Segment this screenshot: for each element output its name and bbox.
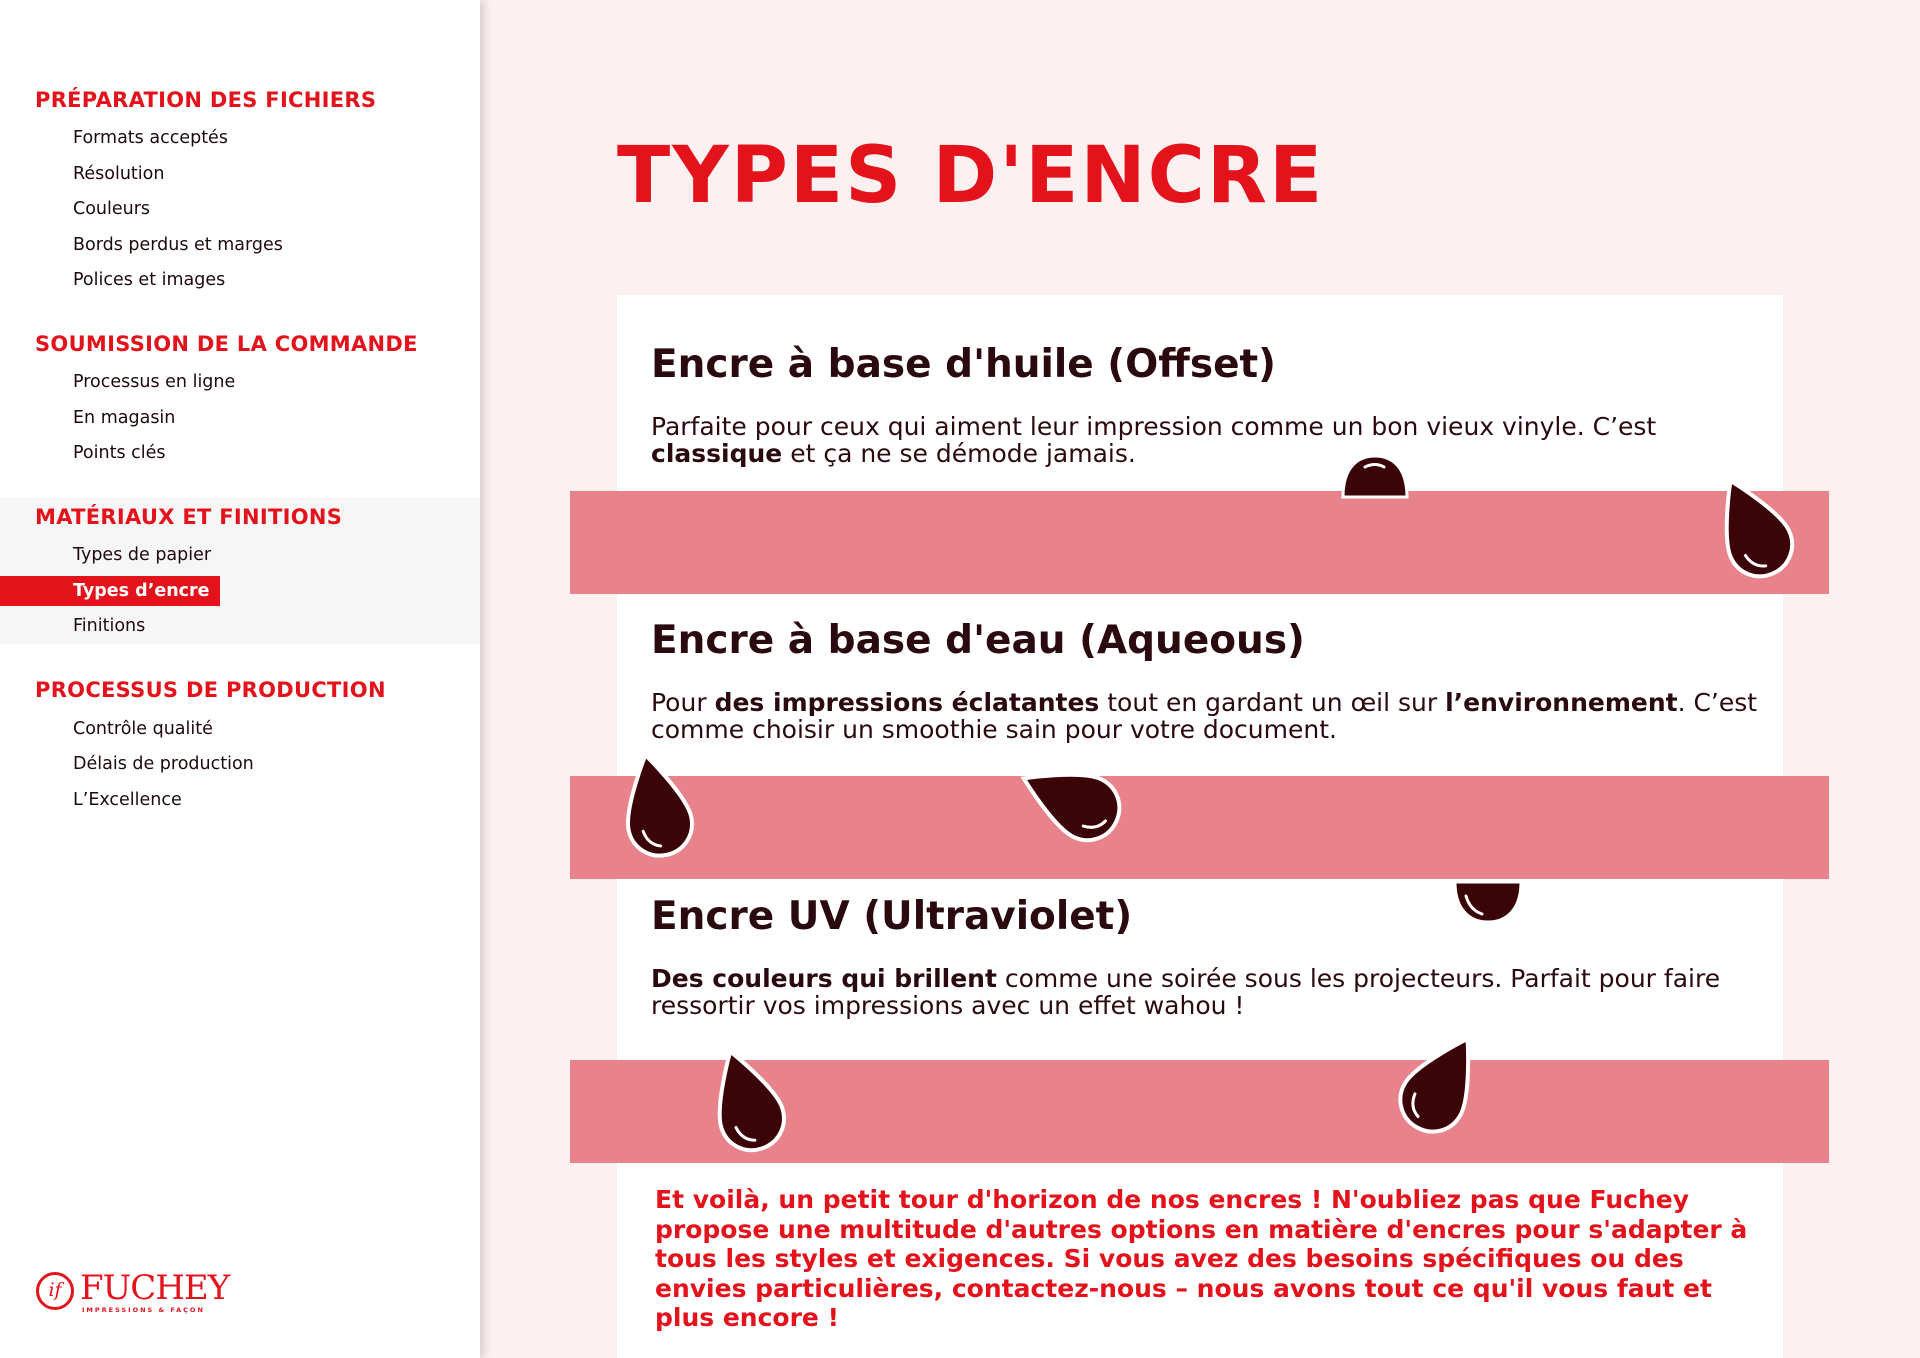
nav-item-polices-images[interactable]: Polices et images xyxy=(73,270,226,290)
desc-emphasis: classique xyxy=(651,439,783,468)
desc-text: . C’est comme choisir un smoothie sain pour votre document. xyxy=(651,688,1758,744)
nav-heading-preparation[interactable]: PRÉPARATION DES FICHIERS xyxy=(35,88,377,112)
nav-item-formats[interactable]: Formats acceptés xyxy=(73,128,228,148)
ink-desc-aqueous xyxy=(651,689,1761,743)
nav-item-bords-perdus[interactable]: Bords perdus et marges xyxy=(73,235,283,255)
desc-text: comme une soirée sous les projecteurs. Parfait pour faire ressortir vos impressions avec un effet wahou ! xyxy=(651,964,1721,1020)
ink-drop-icon xyxy=(1340,452,1410,498)
logo-mark: if xyxy=(36,1272,74,1310)
page-title: TYPES D'ENCRE xyxy=(617,131,1325,221)
sidebar xyxy=(0,0,480,1358)
desc-text: et ça ne se démode jamais. xyxy=(782,439,1136,468)
nav-item-types-encre[interactable]: Types d’encre xyxy=(0,576,220,606)
nav-heading-soumission[interactable]: SOUMISSION DE LA COMMANDE xyxy=(35,332,418,356)
desc-text: Parfaite pour ceux qui aiment leur impression comme un bon vieux vinyle. C’est xyxy=(651,412,1657,441)
ink-title-offset: Encre à base d'huile (Offset) xyxy=(651,342,1277,387)
ink-desc-uv xyxy=(651,965,1761,1019)
logo-tagline: IMPRESSIONS & FAÇON xyxy=(82,1306,205,1314)
outro-text: Et voilà, un petit tour d'horizon de nos encres ! N'oubliez pas que Fuchey propose une multitude d'autres options en matière d'encres pour s'adapter à tous les styles et exigences. Si vous avez des besoins spécifiques ou des envies particulières, contactez-nous – nous avons tout ce qu'il vous faut et plus encore ! xyxy=(655,1185,1748,1332)
desc-emphasis: l’environnement xyxy=(1445,688,1678,717)
ink-band-offset xyxy=(570,491,1829,594)
ink-drop-icon xyxy=(1452,880,1524,924)
nav-item-delais[interactable]: Délais de production xyxy=(73,754,254,774)
nav-item-points-cles[interactable]: Points clés xyxy=(73,443,166,463)
nav-item-processus-en-ligne[interactable]: Processus en ligne xyxy=(73,372,236,392)
desc-emphasis: Des couleurs qui brillent xyxy=(651,964,997,993)
logo-name: FUCHEY xyxy=(80,1268,230,1308)
desc-emphasis: des impressions éclatantes xyxy=(714,688,1100,717)
nav-item-types-papier[interactable]: Types de papier xyxy=(73,545,212,565)
fuchey-logo[interactable] xyxy=(36,1268,246,1318)
nav-item-couleurs[interactable]: Couleurs xyxy=(73,199,151,219)
ink-desc-offset xyxy=(651,413,1761,467)
nav-heading-materiaux[interactable]: MATÉRIAUX ET FINITIONS xyxy=(35,505,343,529)
ink-title-aqueous: Encre à base d'eau (Aqueous) xyxy=(651,618,1305,663)
ink-band-aqueous xyxy=(570,776,1829,879)
nav-item-excellence[interactable]: L’Excellence xyxy=(73,790,182,810)
nav-item-finitions[interactable]: Finitions xyxy=(73,616,146,636)
nav-item-en-magasin[interactable]: En magasin xyxy=(73,408,176,428)
nav-item-resolution[interactable]: Résolution xyxy=(73,164,165,184)
ink-title-uv: Encre UV (Ultraviolet) xyxy=(651,894,1133,939)
nav-item-controle-qualite[interactable]: Contrôle qualité xyxy=(73,719,213,739)
desc-text: tout en gardant un œil sur xyxy=(1099,688,1446,717)
desc-text: Pour xyxy=(651,688,715,717)
nav-heading-production[interactable]: PROCESSUS DE PRODUCTION xyxy=(35,678,386,702)
